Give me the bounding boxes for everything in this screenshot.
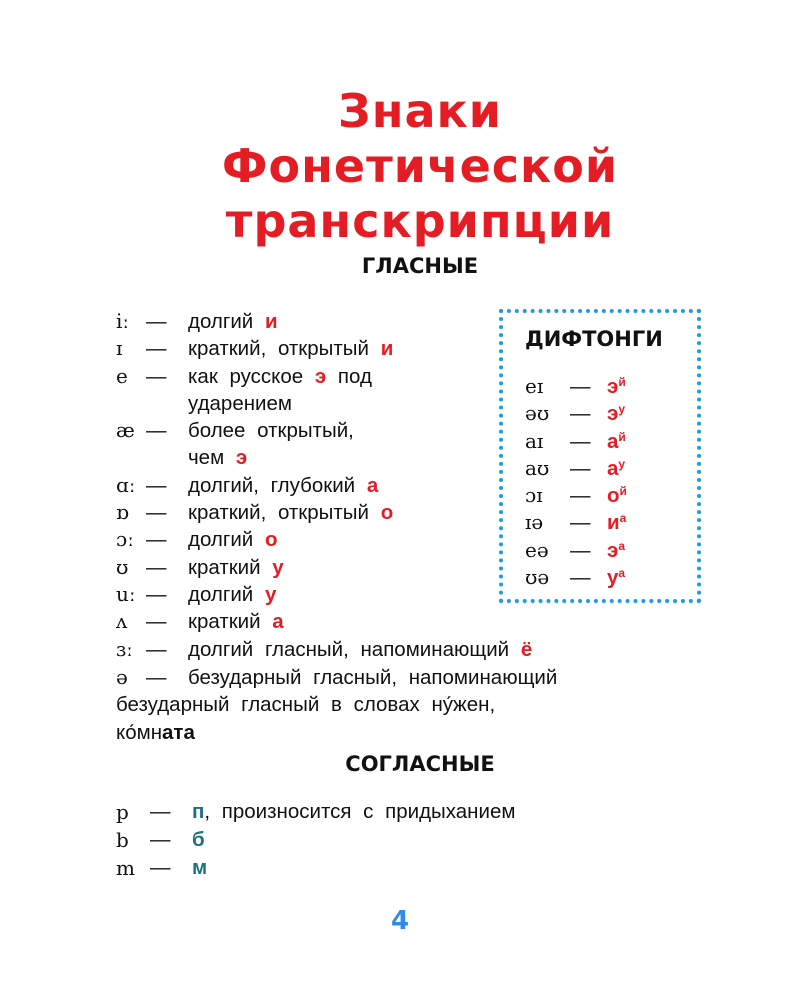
title-line: Знаки [338, 84, 502, 138]
consonant-description [192, 854, 207, 882]
ipa-symbol: æ [116, 418, 135, 443]
ipa-symbol: uː [116, 581, 136, 606]
ipa-symbol: ɪə [525, 510, 544, 535]
description-text: чем [188, 446, 236, 470]
russian-letter: э [235, 446, 248, 470]
dash: — [146, 419, 167, 443]
ipa-symbol: ɒ [116, 500, 129, 525]
ipa-symbol: ɜː [116, 636, 133, 661]
russian-equivalent [607, 400, 625, 427]
superscript-letter: й [618, 429, 626, 444]
diphthongs-list [525, 373, 685, 591]
description-text: более открытый, [188, 419, 354, 443]
ipa-symbol: ʊə [525, 565, 550, 590]
diphthong-row [525, 564, 685, 591]
ipa-symbol: əʊ [525, 401, 550, 426]
dash: — [146, 555, 167, 579]
russian-equivalent [607, 373, 626, 400]
vowel-description [188, 472, 378, 499]
ipa-symbol: eə [525, 537, 549, 562]
ipa-symbol: ɪ [116, 336, 123, 361]
dash: — [146, 528, 167, 552]
superscript-letter: й [619, 484, 627, 499]
consonant-row [116, 826, 696, 854]
vowel-description [188, 390, 292, 417]
dash: — [570, 402, 591, 426]
vowel-row [116, 608, 696, 635]
russian-letter: и [380, 337, 394, 361]
dash: — [570, 511, 591, 535]
description-text: долгий, глубокий [188, 473, 367, 497]
russian-letter: о [264, 528, 278, 552]
schwa-row [116, 664, 696, 691]
consonant-row [116, 798, 696, 826]
vowel-description [188, 526, 277, 553]
example-word-plain: ко́мн [116, 720, 163, 744]
dash: — [570, 538, 591, 562]
dash: — [146, 364, 167, 388]
vowel-description [188, 308, 278, 335]
diphthongs-box [499, 309, 701, 603]
ipa-symbol: ɔː [116, 527, 134, 552]
description-text: долгий [188, 582, 265, 606]
description-text: как русское [188, 364, 315, 388]
vowels-heading: ГЛАСНЫЕ [361, 254, 479, 278]
dash: — [570, 429, 591, 453]
main-letter: э [607, 402, 619, 426]
russian-letter: э [314, 364, 327, 388]
dash: — [150, 800, 171, 823]
description-text: , произносится с придыханием [204, 800, 516, 823]
dash: — [146, 310, 167, 333]
russian-letter: а [272, 610, 284, 634]
russian-equivalent [607, 455, 625, 482]
dash: — [146, 637, 167, 661]
dash: — [570, 566, 591, 590]
schwa-paragraph [116, 664, 696, 746]
description-text: долгий [188, 528, 265, 552]
superscript-letter: й [618, 375, 626, 389]
vowel-description [188, 499, 393, 526]
ipa-symbol: e [116, 363, 128, 388]
consonant-description [192, 826, 205, 854]
superscript-letter: у [618, 402, 626, 417]
ipa-symbol: aɪ [525, 428, 544, 453]
ipa-symbol: b [116, 828, 129, 852]
main-letter: у [607, 566, 619, 590]
consonants-heading: СОГЛАСНЫЕ [345, 752, 495, 776]
page-title [120, 84, 720, 249]
description-text: краткий [188, 555, 273, 579]
diphthongs-heading: ДИФТОНГИ [525, 327, 663, 351]
ipa-symbol: eɪ [525, 374, 544, 398]
description-text: долгий гласный, напоминающий [188, 637, 521, 661]
diphthong-row [525, 482, 685, 509]
ipa-symbol: aʊ [525, 455, 550, 480]
description-text: краткий, открытый [188, 337, 381, 361]
ipa-symbol: p [116, 800, 129, 824]
dash: — [570, 375, 591, 398]
ipa-symbol: ɑː [116, 472, 136, 497]
vowel-description [188, 636, 532, 663]
diphthong-row [525, 455, 685, 482]
russian-letter: б [192, 828, 205, 851]
russian-letter: м [192, 856, 208, 879]
ipa-symbol: m [116, 856, 135, 880]
superscript-letter: у [618, 456, 626, 471]
ipa-symbol: ɔɪ [525, 483, 543, 508]
dash: — [146, 337, 167, 361]
russian-equivalent [607, 428, 626, 455]
ipa-symbol: iː [116, 309, 130, 333]
main-letter: о [607, 484, 620, 508]
consonant-description [192, 798, 515, 826]
main-letter: э [607, 538, 619, 562]
page-number: 4 [390, 906, 410, 936]
main-letter: э [607, 375, 619, 398]
dash: — [570, 484, 591, 508]
description-text: краткий [188, 610, 273, 634]
ipa-symbol: ʌ [116, 609, 128, 634]
diphthong-row [525, 373, 685, 400]
dash: — [146, 582, 167, 606]
dash: — [146, 473, 167, 497]
vowel-description [188, 335, 393, 362]
russian-letter: п [192, 800, 205, 823]
schwa-description: безударный гласный, напоминающий [188, 666, 558, 689]
consonant-row [116, 854, 696, 882]
dash: — [150, 828, 171, 851]
superscript-letter: а [618, 538, 626, 553]
vowel-description [188, 608, 284, 635]
russian-equivalent [607, 564, 625, 591]
main-letter: и [607, 511, 620, 535]
dash: — [146, 610, 167, 634]
dash: — [150, 856, 171, 879]
vowel-description [188, 363, 372, 390]
title-line: Фонетической [221, 139, 619, 193]
vowel-description [188, 444, 247, 471]
diphthong-row [525, 509, 685, 536]
russian-letter: ё [520, 637, 533, 661]
vowel-description [188, 417, 354, 444]
russian-letter: и [264, 310, 278, 333]
russian-letter: у [264, 582, 277, 606]
vowel-description [188, 554, 284, 581]
dash: — [146, 666, 167, 689]
description-text: краткий, открытый [188, 501, 381, 525]
ipa-symbol: ʊ [116, 554, 129, 579]
superscript-letter: а [619, 511, 627, 526]
description-text: долгий [188, 310, 265, 333]
dash: — [570, 456, 591, 480]
schwa-line [116, 719, 696, 746]
dash: — [146, 501, 167, 525]
description-text: под [326, 364, 372, 388]
consonants-list [116, 798, 696, 882]
russian-letter: о [380, 501, 394, 525]
vowel-row [116, 636, 696, 663]
diphthong-row [525, 537, 685, 564]
description-text: ударением [188, 391, 293, 415]
superscript-letter: а [618, 566, 626, 581]
russian-letter: у [272, 555, 284, 579]
russian-letter: а [366, 473, 379, 497]
example-word-bold: ата [162, 720, 195, 744]
main-letter: а [607, 429, 619, 453]
diphthong-row [525, 428, 685, 455]
russian-equivalent [607, 537, 625, 564]
ipa-symbol: ə [116, 665, 128, 689]
title-line: транскрипции [225, 194, 615, 248]
vowel-description [188, 581, 276, 608]
schwa-line: безударный гласный в словах ну́жен, [116, 693, 496, 717]
diphthong-row [525, 400, 685, 427]
main-letter: а [607, 456, 619, 480]
russian-equivalent [607, 482, 627, 509]
russian-equivalent [607, 509, 626, 536]
